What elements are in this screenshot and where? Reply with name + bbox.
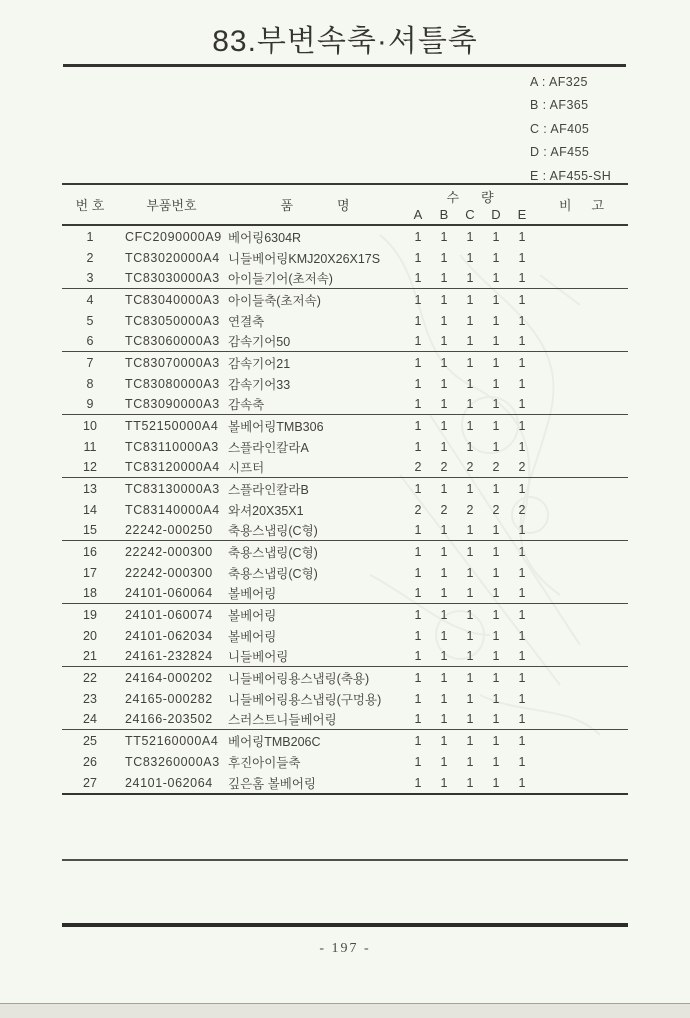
cell-part-no: TC83030000A3: [125, 271, 220, 285]
cell-part-name: 볼베어링: [228, 608, 277, 623]
cell-no: 15: [83, 523, 97, 537]
cell-qty: 1: [440, 670, 448, 685]
cell-qty: 1: [414, 481, 422, 496]
cell-qty: 1: [492, 754, 500, 769]
cell-qty: 1: [440, 712, 448, 726]
cell-part-name: 후진아이들축: [228, 755, 301, 770]
cell-qty: 1: [492, 355, 500, 370]
cell-part-no: TC83080000A3: [125, 376, 220, 391]
table-row: [62, 772, 628, 793]
cell-qty: 1: [440, 334, 448, 348]
table-row: [62, 520, 628, 541]
table-row: [62, 709, 628, 730]
cell-qty: 1: [518, 544, 526, 559]
cell-qty: 1: [440, 775, 448, 790]
cell-qty: 1: [414, 439, 422, 454]
cell-qty: 1: [440, 481, 448, 496]
qty-subcolumn-letter: C: [465, 207, 475, 223]
cell-qty: 1: [518, 229, 526, 244]
cell-part-no: TT52160000A4: [125, 733, 219, 748]
cell-no: 9: [86, 397, 94, 411]
cell-part-no: TC83050000A3: [125, 313, 220, 328]
cell-qty: 1: [518, 334, 526, 348]
cell-qty: 1: [466, 607, 474, 622]
cell-qty: 1: [492, 523, 500, 537]
cell-part-name: 니들베어링용스냅링(축용): [228, 671, 370, 686]
cell-part-name: 베어링6304R: [228, 230, 302, 245]
cell-qty: 1: [492, 271, 500, 285]
cell-qty: 1: [440, 271, 448, 285]
cell-part-name: 스플라인칼라B: [228, 482, 309, 497]
cell-qty: 1: [518, 712, 526, 726]
table-header-row: [62, 183, 628, 226]
cell-qty: 1: [518, 733, 526, 748]
model-legend: [530, 71, 630, 188]
table-row: [62, 646, 628, 667]
cell-qty: 1: [440, 355, 448, 370]
cell-qty: 1: [440, 397, 448, 411]
table-row: [62, 289, 628, 310]
cell-qty: 2: [440, 502, 448, 517]
cell-qty: 1: [440, 313, 448, 328]
cell-qty: 1: [466, 775, 474, 790]
cell-qty: 1: [414, 733, 422, 748]
table-row: [62, 583, 628, 604]
cell-qty: 1: [518, 292, 526, 307]
cell-part-name: 감속기어21: [228, 356, 291, 371]
cell-part-name: 스러스트니들베어링: [228, 713, 337, 727]
cell-no: 16: [83, 544, 97, 559]
legend-item: C : AF405: [530, 121, 590, 136]
table-row: [62, 478, 628, 499]
cell-part-name: 볼베어링TMB306: [228, 419, 324, 434]
cell-qty: 1: [414, 355, 422, 370]
table-row: [62, 331, 628, 352]
cell-qty: 1: [466, 628, 474, 643]
cell-part-no: TC83120000A4: [125, 460, 220, 474]
cell-part-name: 와셔20X35X1: [228, 503, 304, 518]
cell-qty: 1: [414, 586, 422, 600]
cell-qty: 1: [492, 481, 500, 496]
col-header-remarks-right: 고: [591, 198, 605, 213]
cell-part-no: 24101-060074: [125, 607, 213, 622]
cell-qty: 1: [466, 565, 474, 580]
cell-qty: 1: [466, 733, 474, 748]
cell-part-no: 22242-000300: [125, 565, 213, 580]
cell-qty: 1: [440, 229, 448, 244]
cell-qty: 1: [414, 649, 422, 663]
cell-qty: 2: [414, 502, 422, 517]
cell-part-name: 감속기어33: [228, 377, 291, 392]
cell-part-no: TC83140000A4: [125, 502, 220, 517]
cell-qty: 1: [492, 712, 500, 726]
table-row: [62, 604, 628, 625]
cell-qty: 2: [492, 460, 500, 474]
cell-qty: 1: [414, 670, 422, 685]
cell-part-name: 아이들축(초저속): [228, 293, 321, 308]
col-header-remarks: [535, 195, 628, 214]
cell-part-no: TC83070000A3: [125, 355, 220, 370]
cell-no: 12: [83, 460, 97, 474]
cell-no: 10: [83, 418, 97, 433]
cell-qty: 1: [466, 334, 474, 348]
cell-part-name: 니들베어링용스냅링(구멍용): [228, 692, 382, 707]
qty-header-title-right: 량: [481, 189, 494, 205]
cell-qty: 2: [414, 460, 422, 474]
table-row: [62, 688, 628, 709]
cell-qty: 1: [440, 250, 448, 265]
cell-qty: 1: [466, 670, 474, 685]
cell-qty: 1: [518, 670, 526, 685]
cell-part-name: 시프터: [228, 461, 265, 475]
cell-qty: 1: [440, 628, 448, 643]
cell-qty: 1: [466, 544, 474, 559]
cell-qty: 2: [518, 502, 526, 517]
cell-no: 22: [83, 670, 97, 685]
cell-qty: 1: [414, 523, 422, 537]
cell-qty: 1: [492, 733, 500, 748]
cell-qty: 1: [440, 292, 448, 307]
cell-qty: 1: [414, 334, 422, 348]
cell-qty: 1: [440, 586, 448, 600]
cell-part-no: TT52150000A4: [125, 418, 219, 433]
footer-rule: [62, 923, 628, 927]
cell-qty: 1: [492, 607, 500, 622]
cell-qty: 1: [466, 523, 474, 537]
cell-no: 27: [83, 775, 97, 790]
cell-qty: 1: [492, 544, 500, 559]
cell-qty: 1: [466, 712, 474, 726]
table-row: [62, 457, 628, 478]
cell-part-no: 24101-062034: [125, 628, 213, 643]
legend-item: D : AF455: [530, 145, 590, 160]
cell-qty: 1: [440, 754, 448, 769]
cell-no: 23: [83, 691, 97, 706]
cell-part-name: 감속기어50: [228, 335, 291, 349]
legend-item: B : AF365: [530, 98, 589, 113]
table-row: [62, 436, 628, 457]
cell-qty: 1: [492, 586, 500, 600]
cell-qty: 1: [518, 397, 526, 411]
table-row: [62, 562, 628, 583]
cell-part-name: 니들베어링: [228, 650, 289, 664]
cell-qty: 1: [492, 439, 500, 454]
cell-qty: 1: [414, 271, 422, 285]
cell-qty: 1: [518, 775, 526, 790]
table-row: [62, 415, 628, 436]
col-header-name: [225, 195, 405, 214]
cell-qty: 1: [492, 376, 500, 391]
cell-part-name: 감속축: [228, 398, 265, 412]
cell-qty: 1: [440, 733, 448, 748]
page-number: - 197 -: [319, 941, 371, 956]
cell-qty: 1: [492, 649, 500, 663]
cell-no: 7: [86, 355, 94, 370]
cell-qty: 1: [414, 313, 422, 328]
scan-edge-artifact: [0, 1003, 690, 1018]
cell-qty: 1: [492, 292, 500, 307]
cell-qty: 2: [518, 460, 526, 474]
cell-qty: 1: [440, 607, 448, 622]
cell-qty: 1: [414, 229, 422, 244]
cell-qty: 2: [466, 460, 474, 474]
cell-qty: 1: [518, 691, 526, 706]
cell-qty: 1: [440, 418, 448, 433]
cell-no: 1: [86, 229, 94, 244]
cell-qty: 1: [518, 565, 526, 580]
cell-qty: 1: [492, 313, 500, 328]
cell-qty: 1: [414, 397, 422, 411]
cell-qty: 1: [466, 250, 474, 265]
table-row: [62, 541, 628, 562]
cell-qty: 1: [492, 670, 500, 685]
table-row: [62, 247, 628, 268]
cell-no: 8: [86, 376, 94, 391]
table-row: [62, 352, 628, 373]
qty-subcolumn-letter: E: [517, 207, 527, 223]
cell-qty: 1: [518, 271, 526, 285]
cell-qty: 1: [492, 250, 500, 265]
cell-qty: 1: [492, 775, 500, 790]
cell-qty: 1: [518, 355, 526, 370]
cell-qty: 1: [518, 649, 526, 663]
cell-part-no: TC83040000A3: [125, 292, 220, 307]
cell-qty: 1: [518, 418, 526, 433]
table-row: [62, 751, 628, 772]
qty-subcolumn-letter: A: [413, 207, 423, 223]
cell-qty: 1: [466, 376, 474, 391]
col-header-part-no: 부품번호: [146, 198, 197, 213]
cell-no: 4: [86, 292, 94, 307]
cell-qty: 1: [466, 355, 474, 370]
cell-qty: 1: [414, 607, 422, 622]
cell-qty: 1: [518, 481, 526, 496]
cell-qty: 1: [466, 439, 474, 454]
cell-part-no: 24165-000282: [125, 691, 213, 706]
cell-part-no: 24101-060064: [125, 586, 213, 600]
cell-qty: 1: [518, 439, 526, 454]
cell-qty: 1: [492, 565, 500, 580]
page-title: 83.부변속축·셔틀축: [212, 25, 478, 58]
cell-part-no: CFC2090000A9: [125, 229, 222, 244]
cell-part-name: 니들베어링KMJ20X26X17S: [228, 251, 381, 266]
cell-qty: 2: [440, 460, 448, 474]
cell-qty: 1: [518, 607, 526, 622]
cell-qty: 1: [466, 397, 474, 411]
cell-part-name: 볼베어링: [228, 587, 277, 601]
table-row: [62, 310, 628, 331]
cell-qty: 1: [414, 418, 422, 433]
cell-no: 17: [83, 565, 97, 580]
col-header-name-right: 명: [337, 198, 350, 213]
cell-qty: 1: [466, 271, 474, 285]
legend-item: E : AF455-SH: [530, 168, 612, 183]
table-row: [62, 226, 628, 247]
cell-qty: 1: [492, 397, 500, 411]
qty-header-title-left: 수: [446, 189, 459, 205]
cell-qty: 1: [414, 628, 422, 643]
cell-qty: 1: [440, 523, 448, 537]
cell-part-no: TC83110000A3: [125, 439, 219, 454]
cell-part-name: 볼베어링: [228, 629, 277, 644]
cell-no: 2: [86, 250, 94, 265]
cell-qty: 1: [518, 250, 526, 265]
table-row: [62, 667, 628, 688]
cell-qty: 1: [440, 691, 448, 706]
col-header-qty: [405, 185, 535, 224]
cell-no: 3: [86, 271, 94, 285]
table-row: [62, 373, 628, 394]
cell-qty: 1: [518, 376, 526, 391]
cell-qty: 1: [414, 292, 422, 307]
cell-qty: 1: [466, 691, 474, 706]
cell-qty: 1: [440, 544, 448, 559]
table-row: [62, 268, 628, 289]
cell-qty: 1: [466, 229, 474, 244]
table-row: [62, 499, 628, 520]
cell-no: 26: [83, 754, 97, 769]
cell-part-no: TC83060000A3: [125, 334, 220, 348]
cell-qty: 1: [440, 649, 448, 663]
cell-part-no: TC83090000A3: [125, 397, 220, 411]
cell-qty: 1: [492, 229, 500, 244]
cell-qty: 1: [440, 376, 448, 391]
title-rule: [63, 64, 626, 67]
qty-header-title: [405, 187, 535, 206]
col-header-remarks-left: 비: [558, 198, 572, 213]
cell-qty: 1: [414, 712, 422, 726]
cell-no: 5: [86, 313, 94, 328]
cell-part-no: 24101-062064: [125, 775, 213, 790]
cell-part-name: 베어링TMB206C: [228, 734, 321, 749]
table-row: [62, 730, 628, 751]
cell-qty: 1: [466, 313, 474, 328]
table-row: [62, 625, 628, 646]
cell-part-name: 아이들기어(초저속): [228, 272, 333, 286]
mid-separator-rule: [62, 859, 628, 861]
cell-part-name: 축용스냅링(C형): [228, 566, 318, 581]
cell-qty: 1: [414, 250, 422, 265]
cell-qty: 1: [518, 586, 526, 600]
cell-no: 25: [83, 733, 97, 748]
table-body: [62, 226, 628, 795]
cell-qty: 1: [518, 313, 526, 328]
cell-qty: 1: [492, 628, 500, 643]
cell-part-no: TC83020000A4: [125, 250, 220, 265]
cell-qty: 1: [466, 481, 474, 496]
cell-part-no: 24164-000202: [125, 670, 213, 685]
cell-part-name: 축용스냅링(C형): [228, 524, 318, 538]
cell-part-name: 연결축: [228, 314, 265, 329]
cell-part-name: 깊은홈 볼베어링: [228, 776, 316, 791]
cell-part-no: 22242-000250: [125, 523, 213, 537]
parts-table: [62, 183, 628, 795]
legend-item: A : AF325: [530, 75, 588, 89]
cell-qty: 1: [414, 376, 422, 391]
cell-qty: 1: [466, 586, 474, 600]
table-row: [62, 394, 628, 415]
cell-part-no: 22242-000300: [125, 544, 213, 559]
cell-qty: 1: [492, 334, 500, 348]
cell-part-no: TC83260000A3: [125, 754, 220, 769]
cell-qty: 1: [466, 418, 474, 433]
cell-qty: 1: [414, 565, 422, 580]
cell-no: 18: [83, 586, 97, 600]
cell-no: 19: [83, 607, 97, 622]
cell-part-name: 축용스냅링(C형): [228, 545, 318, 560]
cell-part-no: TC83130000A3: [125, 481, 220, 496]
cell-part-name: 스플라인칼라A: [228, 440, 309, 455]
cell-qty: 1: [440, 439, 448, 454]
cell-qty: 1: [466, 754, 474, 769]
cell-no: 11: [83, 439, 97, 454]
cell-qty: 1: [414, 544, 422, 559]
col-header-no: 번 호: [75, 198, 105, 213]
cell-qty: 1: [518, 628, 526, 643]
cell-qty: 1: [518, 523, 526, 537]
cell-qty: 1: [414, 754, 422, 769]
cell-no: 21: [83, 649, 97, 663]
cell-qty: 2: [466, 502, 474, 517]
cell-qty: 1: [466, 292, 474, 307]
cell-qty: 1: [440, 565, 448, 580]
cell-part-no: 24161-232824: [125, 649, 213, 663]
cell-qty: 1: [492, 418, 500, 433]
cell-no: 13: [83, 481, 97, 496]
col-header-name-left: 품: [280, 198, 293, 213]
cell-qty: 1: [414, 775, 422, 790]
cell-qty: 1: [492, 691, 500, 706]
cell-qty: 1: [518, 754, 526, 769]
qty-subcolumn-letter: D: [491, 207, 501, 223]
cell-part-no: 24166-203502: [125, 712, 213, 726]
qty-subcolumn-letters: [405, 207, 535, 222]
cell-no: 6: [86, 334, 94, 348]
qty-subcolumn-letter: B: [439, 207, 449, 223]
cell-no: 20: [83, 628, 97, 643]
cell-qty: 2: [492, 502, 500, 517]
cell-no: 14: [83, 502, 97, 517]
cell-no: 24: [83, 712, 97, 726]
cell-qty: 1: [414, 691, 422, 706]
cell-qty: 1: [466, 649, 474, 663]
